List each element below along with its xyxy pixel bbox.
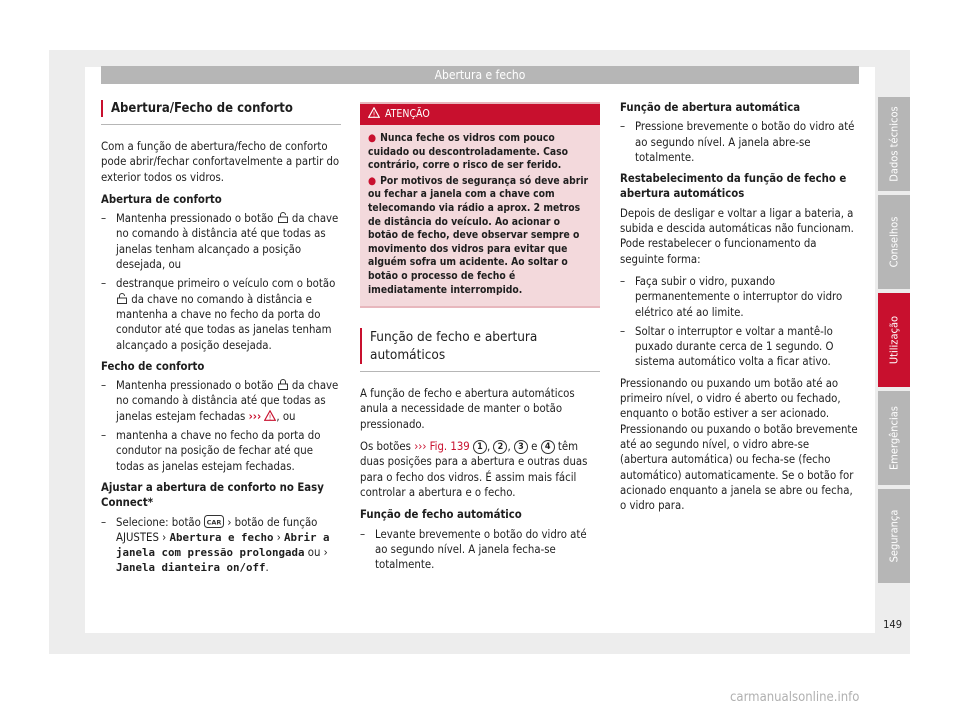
text-fragment: , ou xyxy=(276,409,296,423)
svg-text:!: ! xyxy=(268,413,272,421)
car-button-icon xyxy=(204,515,224,528)
tab-label: Dados técnicos xyxy=(887,106,901,182)
warning-body xyxy=(360,125,600,306)
list-item xyxy=(101,211,341,272)
warning-triangle-icon xyxy=(368,107,380,118)
tab-seguranca[interactable] xyxy=(878,489,910,583)
middle-column xyxy=(360,102,600,578)
callout-number: 1 xyxy=(473,440,487,454)
bullet-icon: ● xyxy=(368,174,377,187)
list-item: – Pressione brevemente o botão do vidro até ao segundo nível. A janela abre-se totalmente. xyxy=(620,119,860,165)
menu-label-abertura: Abertura e fecho xyxy=(169,530,274,544)
paragraph: Pressionando ou puxando um botão até ao primeiro nível, o vidro é aberto ou fechado, enquanto o botão estiver a ser acionado. Pressionando ou puxando o botão brevemente até ao segundo nível, o vidro abre-se (abertura automática) ou fecha-se (fecho automático) automaticamente. Se o botão for acionado enquanto a janela se abre ou fecha, o vidro para. xyxy=(620,376,858,513)
callout-number: 4 xyxy=(541,440,555,454)
tab-label: Segurança xyxy=(887,509,901,563)
menu-label-abrir: Abrir a janela com pressão prolongada xyxy=(116,530,330,560)
section-title-comfort: Abertura/Fecho de conforto xyxy=(101,100,341,117)
watermark: carmanualsonline.info xyxy=(730,690,860,705)
unlock-icon xyxy=(116,293,128,304)
list-item: – Faça subir o vidro, puxando permanentemente o interruptor do vidro elétrico até ao limite. xyxy=(620,274,860,320)
paragraph: Depois de desligar e voltar a ligar a bateria, a subida e descida automáticas não funcionam. Pode restabelecer o funcionamento da seguinte forma: xyxy=(620,206,854,266)
list-item xyxy=(101,515,341,576)
svg-text:CAR: CAR xyxy=(206,517,222,526)
separator: › xyxy=(162,530,167,544)
tab-conselhos[interactable] xyxy=(878,195,910,289)
intro-paragraph: Com a função de abertura/fecho de conforto pode abrir/fechar confortavelmente a partir do exterior todos os vidros. xyxy=(101,140,340,184)
right-column xyxy=(620,100,860,520)
text-fragment: da chave no comando à distância até que todas as janelas tenham alcançado a posição desejada, ou xyxy=(116,212,339,272)
text-fragment: › botão de função xyxy=(227,515,318,529)
text-fragment: destranque primeiro o veículo com o botão xyxy=(116,277,336,291)
warning-box xyxy=(360,102,600,308)
close-list xyxy=(101,378,341,474)
svg-text:!: ! xyxy=(372,110,376,118)
page-number: 149 xyxy=(883,618,902,631)
warning-text: Nunca feche os vidros com pouco cuidado ou descontroladamente. Caso contrário, corre o risco de ser ferido. xyxy=(368,132,569,172)
text-fragment: . xyxy=(265,561,269,575)
open-heading: Abertura de conforto xyxy=(101,192,222,206)
lock-icon xyxy=(277,379,289,390)
callout-number: 2 xyxy=(493,440,507,454)
unlock-icon xyxy=(277,212,289,223)
text-fragment: têm duas posições para a abertura e outras duas para o fecho dos vidros. É assim mais fácil controlar a abertura e o fecho. xyxy=(360,440,588,499)
warning-triangle-icon xyxy=(264,410,276,421)
menu-label-janela: Janela dianteira on/off xyxy=(116,561,266,575)
list-item: – Soltar o interruptor e voltar a mantê-lo puxado durante cerca de 1 segundo. O sistema automático volta a ficar ativo. xyxy=(620,324,860,370)
reset-heading: Restabelecimento da função de fecho e abertura automáticos xyxy=(620,172,847,201)
warning-item xyxy=(368,132,592,173)
tab-utilizacao[interactable] xyxy=(878,293,910,387)
tab-label: Utilização xyxy=(887,315,901,365)
tab-label: Emergências xyxy=(887,406,901,470)
cross-reference-link[interactable]: ››› xyxy=(248,409,262,423)
chapter-header: Abertura e fecho xyxy=(101,66,859,84)
warning-item xyxy=(368,175,592,297)
text-fragment: Selecione: botão xyxy=(116,515,201,529)
menu-label-ajustes: AJUSTES xyxy=(116,530,159,544)
list-item: – Levante brevemente o botão do vidro até ao segundo nível. A janela fecha-se totalmente. xyxy=(360,527,600,573)
auto-close-list xyxy=(360,527,600,573)
tab-emergencias[interactable] xyxy=(878,391,910,485)
auto-open-list xyxy=(620,119,860,165)
bullet-icon: ● xyxy=(368,132,377,144)
warning-title: ATENÇÃO xyxy=(385,108,430,120)
list-item xyxy=(101,378,341,424)
auto-close-heading: Função de fecho automático xyxy=(360,508,522,522)
text-fragment: Mantenha pressionado o botão xyxy=(116,379,274,393)
warning-text: Por motivos de segurança só deve abrir ou fechar a janela com a chave com telecomando via rádio a aprox. 2 metros de distância do veículo. Ao acionar o botão de fecho, deve observar sempre o movimento dos vidros para evitar que alguém sofra um acidente. Ao soltar o botão o processo de fecho é imediatamente interrompido. xyxy=(368,174,589,296)
list-item xyxy=(101,276,341,352)
tab-dados-tecnicos[interactable] xyxy=(878,97,910,191)
separator: › xyxy=(276,530,281,544)
text-fragment: da chave no comando à distância até que todas as janelas estejam fechadas xyxy=(116,379,339,423)
callout-number: 3 xyxy=(514,440,528,454)
text-fragment: ou › xyxy=(307,546,328,560)
easy-connect-list xyxy=(101,515,341,576)
reset-list xyxy=(620,274,860,370)
text-fragment: Os botões xyxy=(360,440,411,454)
easy-connect-heading: Ajustar a abertura de conforto no Easy Connect* xyxy=(101,480,324,510)
open-list xyxy=(101,211,341,353)
paragraph: A função de fecho e abertura automáticos anula a necessidade de manter o botão pressionado. xyxy=(360,387,575,431)
close-heading: Fecho de conforto xyxy=(101,359,205,373)
section-title-auto: Função de fecho e abertura automáticos xyxy=(360,328,600,364)
text-fragment: da chave no comando à distância e mantenha a chave no fecho da porta do condutor até que todas as janelas tenham alcançado a posição desejada. xyxy=(116,292,332,352)
left-column xyxy=(101,100,341,582)
auto-open-heading: Função de abertura automática xyxy=(620,101,801,114)
paragraph: Os botões ››› Fig. 139 1 , 2 , 3 e 4 têm duas posições para a abertura e outras duas para o fecho dos vidros. É assim mais fácil controlar a abertura e o fecho. xyxy=(360,440,588,499)
text-fragment: Mantenha pressionado o botão xyxy=(116,212,274,226)
figure-reference-link[interactable]: ››› Fig. 139 xyxy=(414,440,470,454)
list-item: – mantenha a chave no fecho da porta do condutor na posição de fechar até que todas as janelas estejam fechadas. xyxy=(101,428,341,474)
tab-label: Conselhos xyxy=(887,216,901,268)
warning-header xyxy=(360,104,600,125)
